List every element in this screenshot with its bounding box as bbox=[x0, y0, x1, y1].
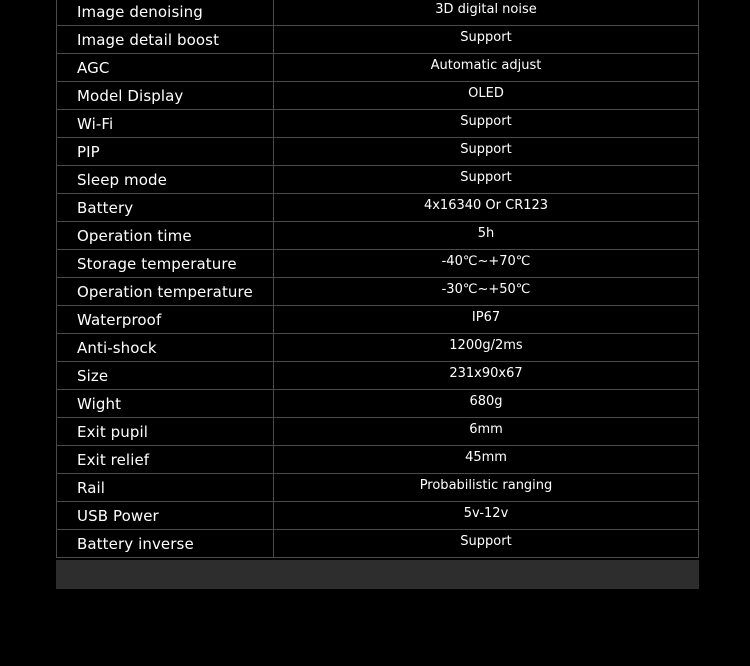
spec-label: Waterproof bbox=[57, 306, 274, 334]
spec-row bbox=[57, 166, 699, 194]
spec-value: 5v-12v bbox=[274, 502, 699, 530]
spec-label: Exit pupil bbox=[57, 418, 274, 446]
spec-value: 3D digital noise bbox=[274, 0, 699, 26]
spec-row bbox=[57, 110, 699, 138]
spec-row bbox=[57, 446, 699, 474]
spec-table bbox=[56, 0, 699, 558]
spec-label: PIP bbox=[57, 138, 274, 166]
spec-value: Support bbox=[274, 166, 699, 194]
footer-bar bbox=[56, 560, 699, 589]
spec-label: Wight bbox=[57, 390, 274, 418]
spec-value: Support bbox=[274, 26, 699, 54]
spec-value: 231x90x67 bbox=[274, 362, 699, 390]
spec-row bbox=[57, 502, 699, 530]
spec-label: Storage temperature bbox=[57, 250, 274, 278]
spec-row bbox=[57, 362, 699, 390]
spec-label: Size bbox=[57, 362, 274, 390]
spec-label: Model Display bbox=[57, 82, 274, 110]
spec-value: OLED bbox=[274, 82, 699, 110]
spec-label: Image detail boost bbox=[57, 26, 274, 54]
spec-label: Rail bbox=[57, 474, 274, 502]
spec-row bbox=[57, 0, 699, 26]
spec-row bbox=[57, 82, 699, 110]
spec-value: Support bbox=[274, 138, 699, 166]
spec-label: Battery inverse bbox=[57, 530, 274, 558]
spec-value: 1200g/2ms bbox=[274, 334, 699, 362]
spec-row bbox=[57, 250, 699, 278]
spec-value: Support bbox=[274, 530, 699, 558]
spec-value: 5h bbox=[274, 222, 699, 250]
spec-row bbox=[57, 54, 699, 82]
spec-label: Operation time bbox=[57, 222, 274, 250]
spec-row bbox=[57, 138, 699, 166]
spec-row bbox=[57, 334, 699, 362]
spec-row bbox=[57, 26, 699, 54]
spec-value: -30℃~+50℃ bbox=[274, 278, 699, 306]
spec-value: 45mm bbox=[274, 446, 699, 474]
spec-table-body bbox=[57, 0, 699, 558]
spec-row bbox=[57, 418, 699, 446]
spec-row bbox=[57, 474, 699, 502]
spec-row bbox=[57, 278, 699, 306]
spec-row bbox=[57, 530, 699, 558]
spec-label: Anti-shock bbox=[57, 334, 274, 362]
spec-label: Sleep mode bbox=[57, 166, 274, 194]
spec-row bbox=[57, 194, 699, 222]
spec-label: Exit relief bbox=[57, 446, 274, 474]
spec-value: IP67 bbox=[274, 306, 699, 334]
spec-row bbox=[57, 306, 699, 334]
spec-value: 6mm bbox=[274, 418, 699, 446]
spec-label: USB Power bbox=[57, 502, 274, 530]
spec-value: 4x16340 Or CR123 bbox=[274, 194, 699, 222]
spec-row bbox=[57, 222, 699, 250]
spec-label: AGC bbox=[57, 54, 274, 82]
spec-value: 680g bbox=[274, 390, 699, 418]
spec-value: Support bbox=[274, 110, 699, 138]
spec-label: Image denoising bbox=[57, 0, 274, 26]
spec-value: -40℃~+70℃ bbox=[274, 250, 699, 278]
spec-row bbox=[57, 390, 699, 418]
spec-value: Probabilistic ranging bbox=[274, 474, 699, 502]
spec-label: Wi-Fi bbox=[57, 110, 274, 138]
spec-label: Battery bbox=[57, 194, 274, 222]
spec-label: Operation temperature bbox=[57, 278, 274, 306]
spec-value: Automatic adjust bbox=[274, 54, 699, 82]
